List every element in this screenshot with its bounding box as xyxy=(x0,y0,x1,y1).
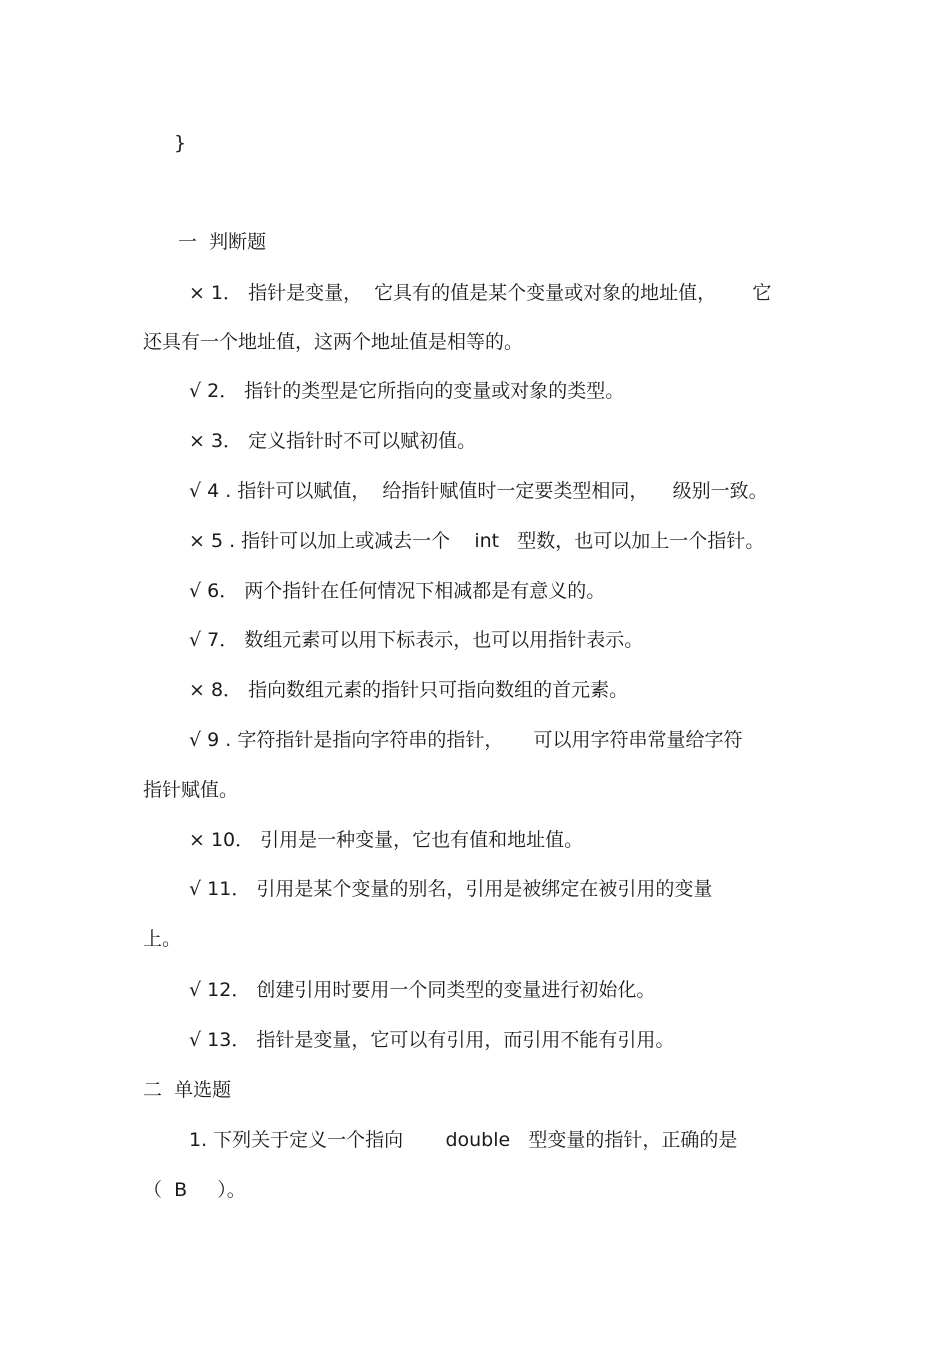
tf-item-12: √ 12． 创建引用时要用一个同类型的变量进行初始化。 xyxy=(189,979,656,1001)
tf-item-9-continuation: 指针赋值。 xyxy=(143,779,239,801)
tf-item-5: × 5 . 指针可以加上或减去一个 int 型数，也可以加上一个指针。 xyxy=(189,530,765,552)
tf-item-4: √ 4 . 指针可以赋值， 给指针赋值时一定要类型相同， 级别一致。 xyxy=(189,480,768,502)
tf-item-6: √ 6． 两个指针在任何情况下相减都是有意义的。 xyxy=(189,580,606,602)
tf-item-3: × 3． 定义指针时不可以赋初值。 xyxy=(189,430,477,452)
tf-item-13: √ 13． 指针是变量，它可以有引用，而引用不能有引用。 xyxy=(189,1029,675,1051)
mc-question-1: 1. 下列关于定义一个指向 double 型变量的指针，正确的是 xyxy=(189,1129,738,1151)
tf-item-2: √ 2． 指针的类型是它所指向的变量或对象的类型。 xyxy=(189,380,625,402)
section-title-single-choice: 二 单选题 xyxy=(143,1079,232,1101)
closing-brace: } xyxy=(174,132,187,154)
tf-item-8: × 8． 指向数组元素的指针只可指向数组的首元素。 xyxy=(189,679,629,701)
tf-item-9: √ 9 . 字符指针是指向字符串的指针， 可以用字符串常量给字符 xyxy=(189,729,743,751)
tf-item-1-continuation: 还具有一个地址值，这两个地址值是相等的。 xyxy=(143,331,524,353)
mc-question-1-answer: （ B ）。 xyxy=(143,1179,246,1201)
tf-item-11-continuation: 上。 xyxy=(143,928,182,950)
tf-item-11: √ 11． 引用是某个变量的别名，引用是被绑定在被引用的变量 xyxy=(189,878,713,900)
tf-item-7: √ 7． 数组元素可以用下标表示，也可以用指针表示。 xyxy=(189,629,644,651)
tf-item-10: × 10． 引用是一种变量，它也有值和地址值。 xyxy=(189,829,584,851)
tf-item-1: × 1． 指针是变量， 它具有的值是某个变量或对象的地址值， 它 xyxy=(189,282,772,304)
section-title-true-false: 一 判断题 xyxy=(178,231,267,253)
